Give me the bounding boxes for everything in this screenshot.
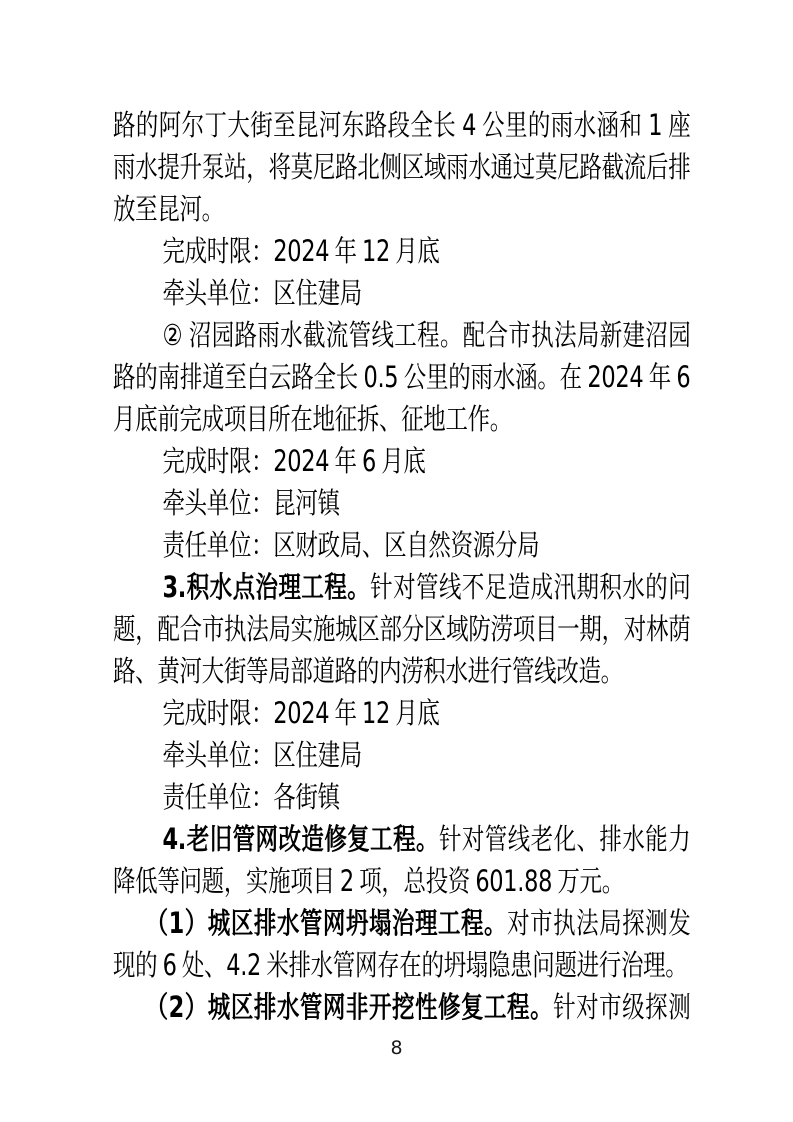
page-number: 8 — [390, 1037, 403, 1059]
paragraph-bold-lead: 3.积水点治理工程。 — [162, 570, 371, 604]
document-body — [113, 104, 690, 1028]
paragraph-text: 针对管线老化、排水能力降低等问题，实施项目 2 项，总投资 601.88 万元。 — [113, 822, 691, 898]
paragraph-text: 对市执法局探测发现的 6 处、4.2 米排水管网存在的坍塌隐患问题进行治理。 — [113, 906, 691, 982]
paragraph-text: 路的阿尔丁大街至昆河东路段全长 4 公里的雨水涵和 1 座雨水提升泵站，将莫尼路北侧区域雨水通过莫尼路截流后排放至昆河。 — [113, 108, 691, 226]
paragraph-text: 牵头单位：区住建局 — [162, 738, 362, 772]
paragraph-text: 责任单位：区财政局、区自然资源分局 — [162, 528, 540, 562]
paragraph-text: 完成时限：2024 年 12 月底 — [162, 234, 440, 268]
paragraph-text: ② 沼园路雨水截流管线工程。配合市执法局新建沼园路的南排道至白云路全长 0.5 公里的雨水涵。在 2024 年 6 月底前完成项目所在地征拆、征地工作。 — [113, 318, 691, 436]
paragraph-text: 针对市级探测 — [553, 990, 691, 1024]
paragraph — [113, 440, 690, 482]
paragraph — [113, 566, 690, 692]
paragraph-text: 牵头单位：昆河镇 — [162, 486, 340, 520]
paragraph-bold-lead: 4.老旧管网改造修复工程。 — [162, 822, 439, 856]
paragraph-text: 针对管线不足造成汛期积水的问题，配合市执法局实施城区部分区域防涝项目一期，对林荫路、黄河大街等局部道路的内涝积水进行管线改造。 — [113, 570, 691, 688]
paragraph-text: 完成时限：2024 年 6 月底 — [162, 444, 426, 478]
paragraph — [113, 818, 690, 902]
paragraph — [113, 314, 690, 440]
paragraph-bold-lead: （1）城区排水管网坍塌治理工程。 — [145, 906, 508, 940]
paragraph — [113, 272, 690, 314]
paragraph — [113, 734, 690, 776]
paragraph — [113, 482, 690, 524]
paragraph-text: 完成时限：2024 年 12 月底 — [162, 696, 440, 730]
paragraph — [113, 692, 690, 734]
paragraph — [113, 230, 690, 272]
paragraph-text: 责任单位：各街镇 — [162, 780, 340, 814]
paragraph-text: 牵头单位：区住建局 — [162, 276, 362, 310]
paragraph — [113, 776, 690, 818]
paragraph — [113, 986, 690, 1028]
paragraph — [113, 524, 690, 566]
paragraph-bold-lead: （2）城区排水管网非开挖性修复工程。 — [145, 990, 554, 1024]
paragraph — [113, 104, 690, 230]
paragraph — [113, 902, 690, 986]
